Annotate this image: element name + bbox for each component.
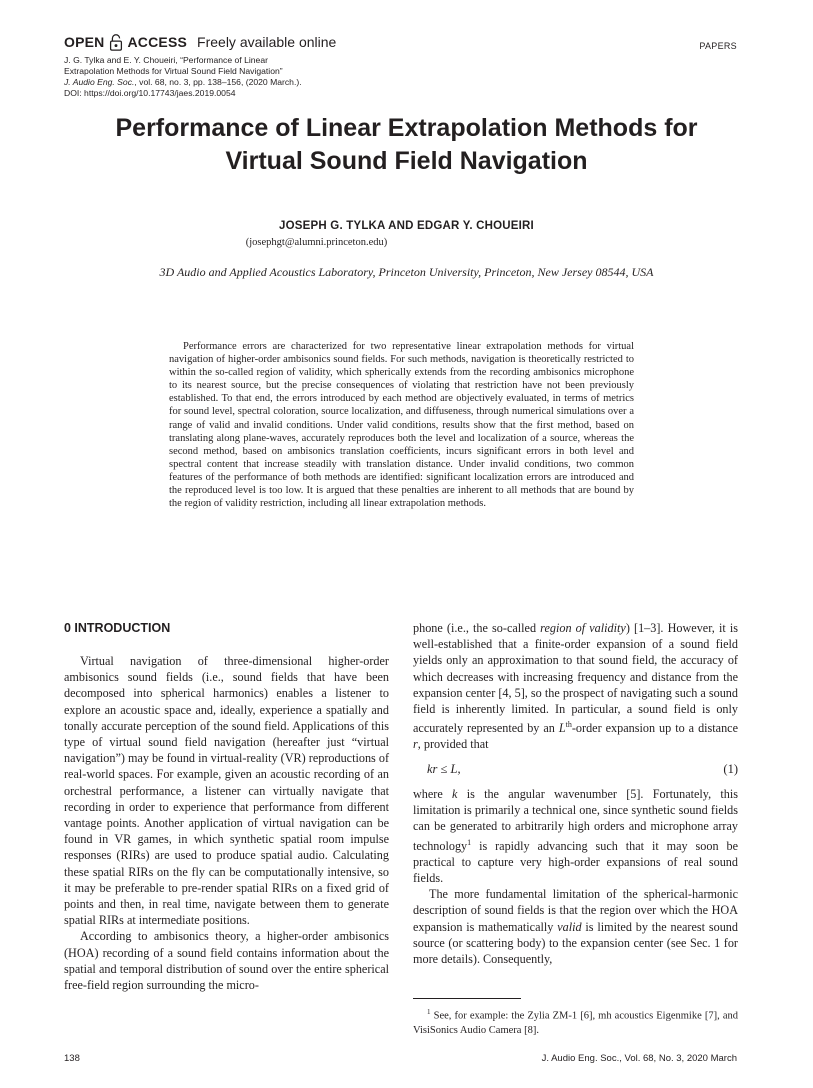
superscript: th [565,720,572,730]
text-run: where [413,786,453,801]
paragraph [413,620,738,753]
text-run: phone (i.e., the so-called [413,621,541,635]
footnote-text: See, for example: the Zylia ZM-1 [6], mh acoustics Eigenmike [7], and VisiSonics Audio Camera [8]. [413,1010,738,1036]
text-run: , provided that [417,737,489,752]
access-label: ACCESS [127,34,188,50]
math-symbol: k [452,786,458,801]
right-column [413,620,738,967]
text-run: -order expansion up to a distance [571,721,738,736]
paragraph: Virtual navigation of three-dimensional higher-order ambisonics sound fields (i.e., sound fields that have been decomposed into spherical harmonics) enables a listener to explore an acoustic space and, ideally, experience a spatially and tonally accurate perception of the sound field. Applications of this type of virtual sound field navigation (hereafter just “virtual navigation”) may be found in virtual-reality (VR) reproductions of real-world spaces. For example, given an acoustic recording of an orchestral performance, a listener can virtually navigate that recording in order to experience that performance from different vantage points. Another application of virtual navigation can be found in VR games, in which synthetic spatial room impulse responses (RIRs) are used to produce spatial audio. Calculating these spatial RIRs on the fly can be computationally intensive, so it may be preferable to pre-render spatial RIRs on a fixed grid of points and then, in real time, navigate between them to generate spatial RIRs at intermediate positions. [64,654,389,928]
footnote-mark: 1 [427,1008,431,1016]
paper-title [40,112,773,178]
open-label: OPEN [64,34,105,50]
paragraph: According to ambisonics theory, a higher-order ambisonics (HOA) recording of a sound field contains information about the spatial and temporal distribution of sound over the entire spherical free-field region surrounding the micro- [64,929,389,993]
equation [413,761,738,777]
citation-volume: , vol. 68, no. 3, pp. 138–156, (2020 March.). [134,77,302,87]
emphasis: valid [557,919,582,934]
citation-line [64,77,424,88]
freely-available-label: Freely available online [197,34,337,50]
footnote-ref[interactable]: 1 [467,837,472,847]
citation-block [64,55,424,99]
text-run: ) [1–3]. However, it is well-established that a finite-order expansion of a sound field yields only an approximation to that sound field, the accuracy of which decreases with increasing frequency and distance from the expansion center [4, 5], so the prospect of navigating such a sound field is inherently limited. In particular, a sound field is only accurately represented by an [413,621,738,736]
author-email[interactable]: (josephgt@alumni.princeton.edu) [245,237,388,248]
title-line: Performance of Linear Extrapolation Methods for [115,114,698,142]
journal-footer: J. Audio Eng. Soc., Vol. 68, No. 3, 2020 March [541,1053,737,1064]
authors: JOSEPH G. TYLKA AND EDGAR Y. CHOUEIRI [279,220,534,232]
text-run: is rapidly advancing such that it may soon be practical to capture very high-order expansions of real sound fields. [413,838,738,885]
text-run: is the angular wavenumber [5]. Fortunately, this limitation is primarily a technical one, since synthetic sound fields can be generated to arbitrarily high orders and microphone array technology [413,786,738,853]
journal-name: J. Audio Eng. Soc. [64,77,135,87]
text-run: The more fundamental limitation of the spherical-harmonic description of sound fields is that the region over which the HOA expansion is mathematically [413,887,738,934]
doi-link[interactable]: DOI: https://doi.org/10.17743/jaes.2019.0054 [64,88,236,98]
equation-body: kr ≤ L, [427,761,461,776]
affiliation: 3D Audio and Applied Acoustics Laboratory, Princeton University, Princeton, New Jersey 08544, USA [159,265,654,279]
footnote [413,1005,738,1038]
title-line: Virtual Sound Field Navigation [225,147,588,175]
section-tag: PAPERS [699,41,737,51]
open-padlock-icon [108,33,124,51]
emphasis: region of validity [540,621,626,635]
abstract: Performance errors are characterized for two representative linear extrapolation methods for virtual navigation of higher-order ambisonics sound fields. For such methods, navigation is theoretically restricted to within the so-called region of validity, which spherically extends from the recording ambisonics microphone to its nearest source, but the precise consequences of violating that restriction have not been previously established. To that end, the errors introduced by each method are objectively evaluated, in terms of metrics for sound level, spectral coloration, source localization, and diffuseness, through numerical simulations over a range of valid and invalid conditions. Under valid conditions, results show that the first method, based on translating along plane-waves, accurately reproduces both the level and localization of a source, whereas the second method, based on ambisonics translation coefficients, incurs significant errors in both level and spectral content that increase steadily with translation distance. Under invalid conditions, two common features of the performance of both methods are identified: significant localization errors are introduced and the reproduced level is too low. It is argued that these penalties are inherent to all methods that are bound by the region of validity restriction, including all linear extrapolation methods. [169,341,634,510]
open-access-banner [64,33,336,51]
paragraph [413,786,738,886]
citation-line: J. G. Tylka and E. Y. Choueiri, “Performance of Linear [64,55,268,65]
footnote-divider [413,998,521,999]
page-number: 138 [64,1053,80,1064]
left-column [64,620,389,993]
text-run: is limited by the nearest sound source (or scattering body) to the expansion center (see Sec. 1 for more details). Consequently, [413,919,738,966]
section-heading: 0 INTRODUCTION [64,621,171,635]
paragraph [413,886,738,967]
math-symbol: r [413,737,418,752]
citation-line: Extrapolation Methods for Virtual Sound Field Navigation” [64,66,283,76]
equation-number: (1) [723,761,738,776]
math-symbol: L [558,721,566,736]
